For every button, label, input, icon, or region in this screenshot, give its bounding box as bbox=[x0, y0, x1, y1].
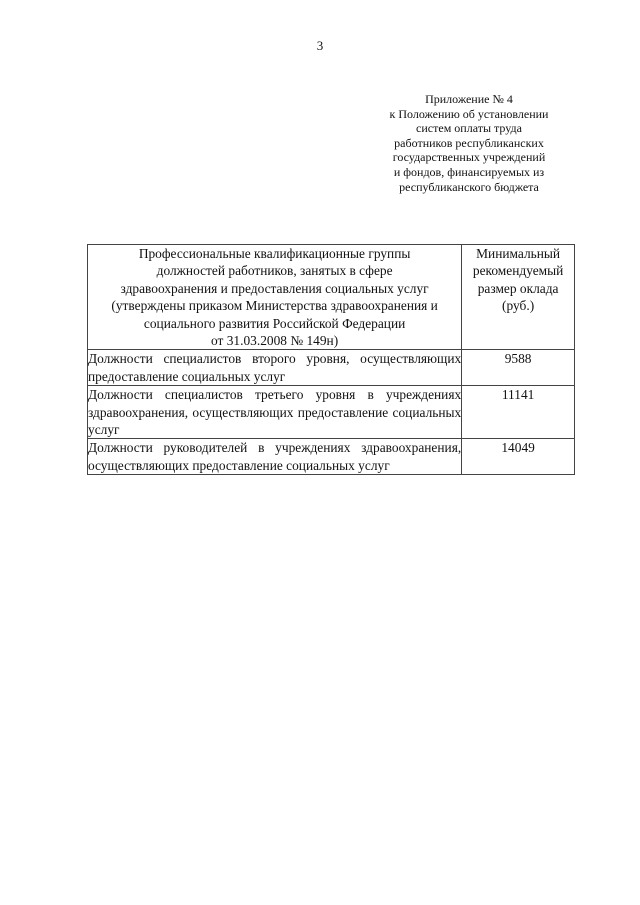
header-name-line: социального развития Российской Федерации bbox=[143, 315, 406, 331]
header-value-line: рекомендуемый bbox=[472, 263, 564, 279]
table-row bbox=[88, 350, 575, 386]
salary-table bbox=[87, 244, 575, 475]
row-position-name: Должности специалистов третьего уровня в учреждениях здравоохранения, осуществляющих предоставление социальных услуг bbox=[88, 387, 462, 438]
page-number: 3 bbox=[316, 38, 324, 53]
header-value-line: Минимальный bbox=[476, 246, 561, 261]
appendix-line: государственных учреждений bbox=[392, 150, 546, 165]
table-header-row bbox=[88, 245, 575, 350]
header-value-line: (руб.) bbox=[502, 298, 535, 314]
appendix-line: республиканского бюджета bbox=[399, 179, 539, 194]
appendix-line: систем оплаты труда bbox=[416, 121, 522, 136]
table-row bbox=[88, 439, 575, 475]
appendix-line: к Положению об установлении bbox=[389, 106, 549, 121]
header-name-line: от 31.03.2008 № 149н) bbox=[211, 333, 339, 349]
row-position-name: Должности специалистов второго уровня, осуществляющих предоставление социальных услуг bbox=[88, 351, 462, 384]
appendix-line: и фондов, финансируемых из bbox=[393, 164, 545, 179]
appendix-line: Приложение № 4 bbox=[425, 92, 513, 106]
row-position-name: Должности руководителей в учреждениях здравоохранения, осуществляющих предоставление социальных услуг bbox=[88, 440, 462, 473]
header-qualification-groups bbox=[88, 245, 462, 350]
header-name-line: здравоохранения и предоставления социальных услуг bbox=[120, 280, 429, 296]
row-salary-value: 11141 bbox=[462, 386, 575, 439]
header-name-line: (утверждены приказом Министерства здравоохранения и bbox=[111, 298, 438, 314]
appendix-line: работников республиканских bbox=[394, 135, 544, 150]
header-value-line: размер оклада bbox=[477, 280, 559, 296]
header-name-line: Профессиональные квалификационные группы bbox=[138, 246, 411, 261]
row-salary-value: 14049 bbox=[462, 439, 575, 475]
table-row bbox=[88, 386, 575, 439]
header-name-line: должностей работников, занятых в сфере bbox=[156, 263, 393, 279]
appendix-note bbox=[360, 92, 578, 194]
header-min-salary bbox=[462, 245, 575, 350]
row-salary-value: 9588 bbox=[462, 350, 575, 386]
